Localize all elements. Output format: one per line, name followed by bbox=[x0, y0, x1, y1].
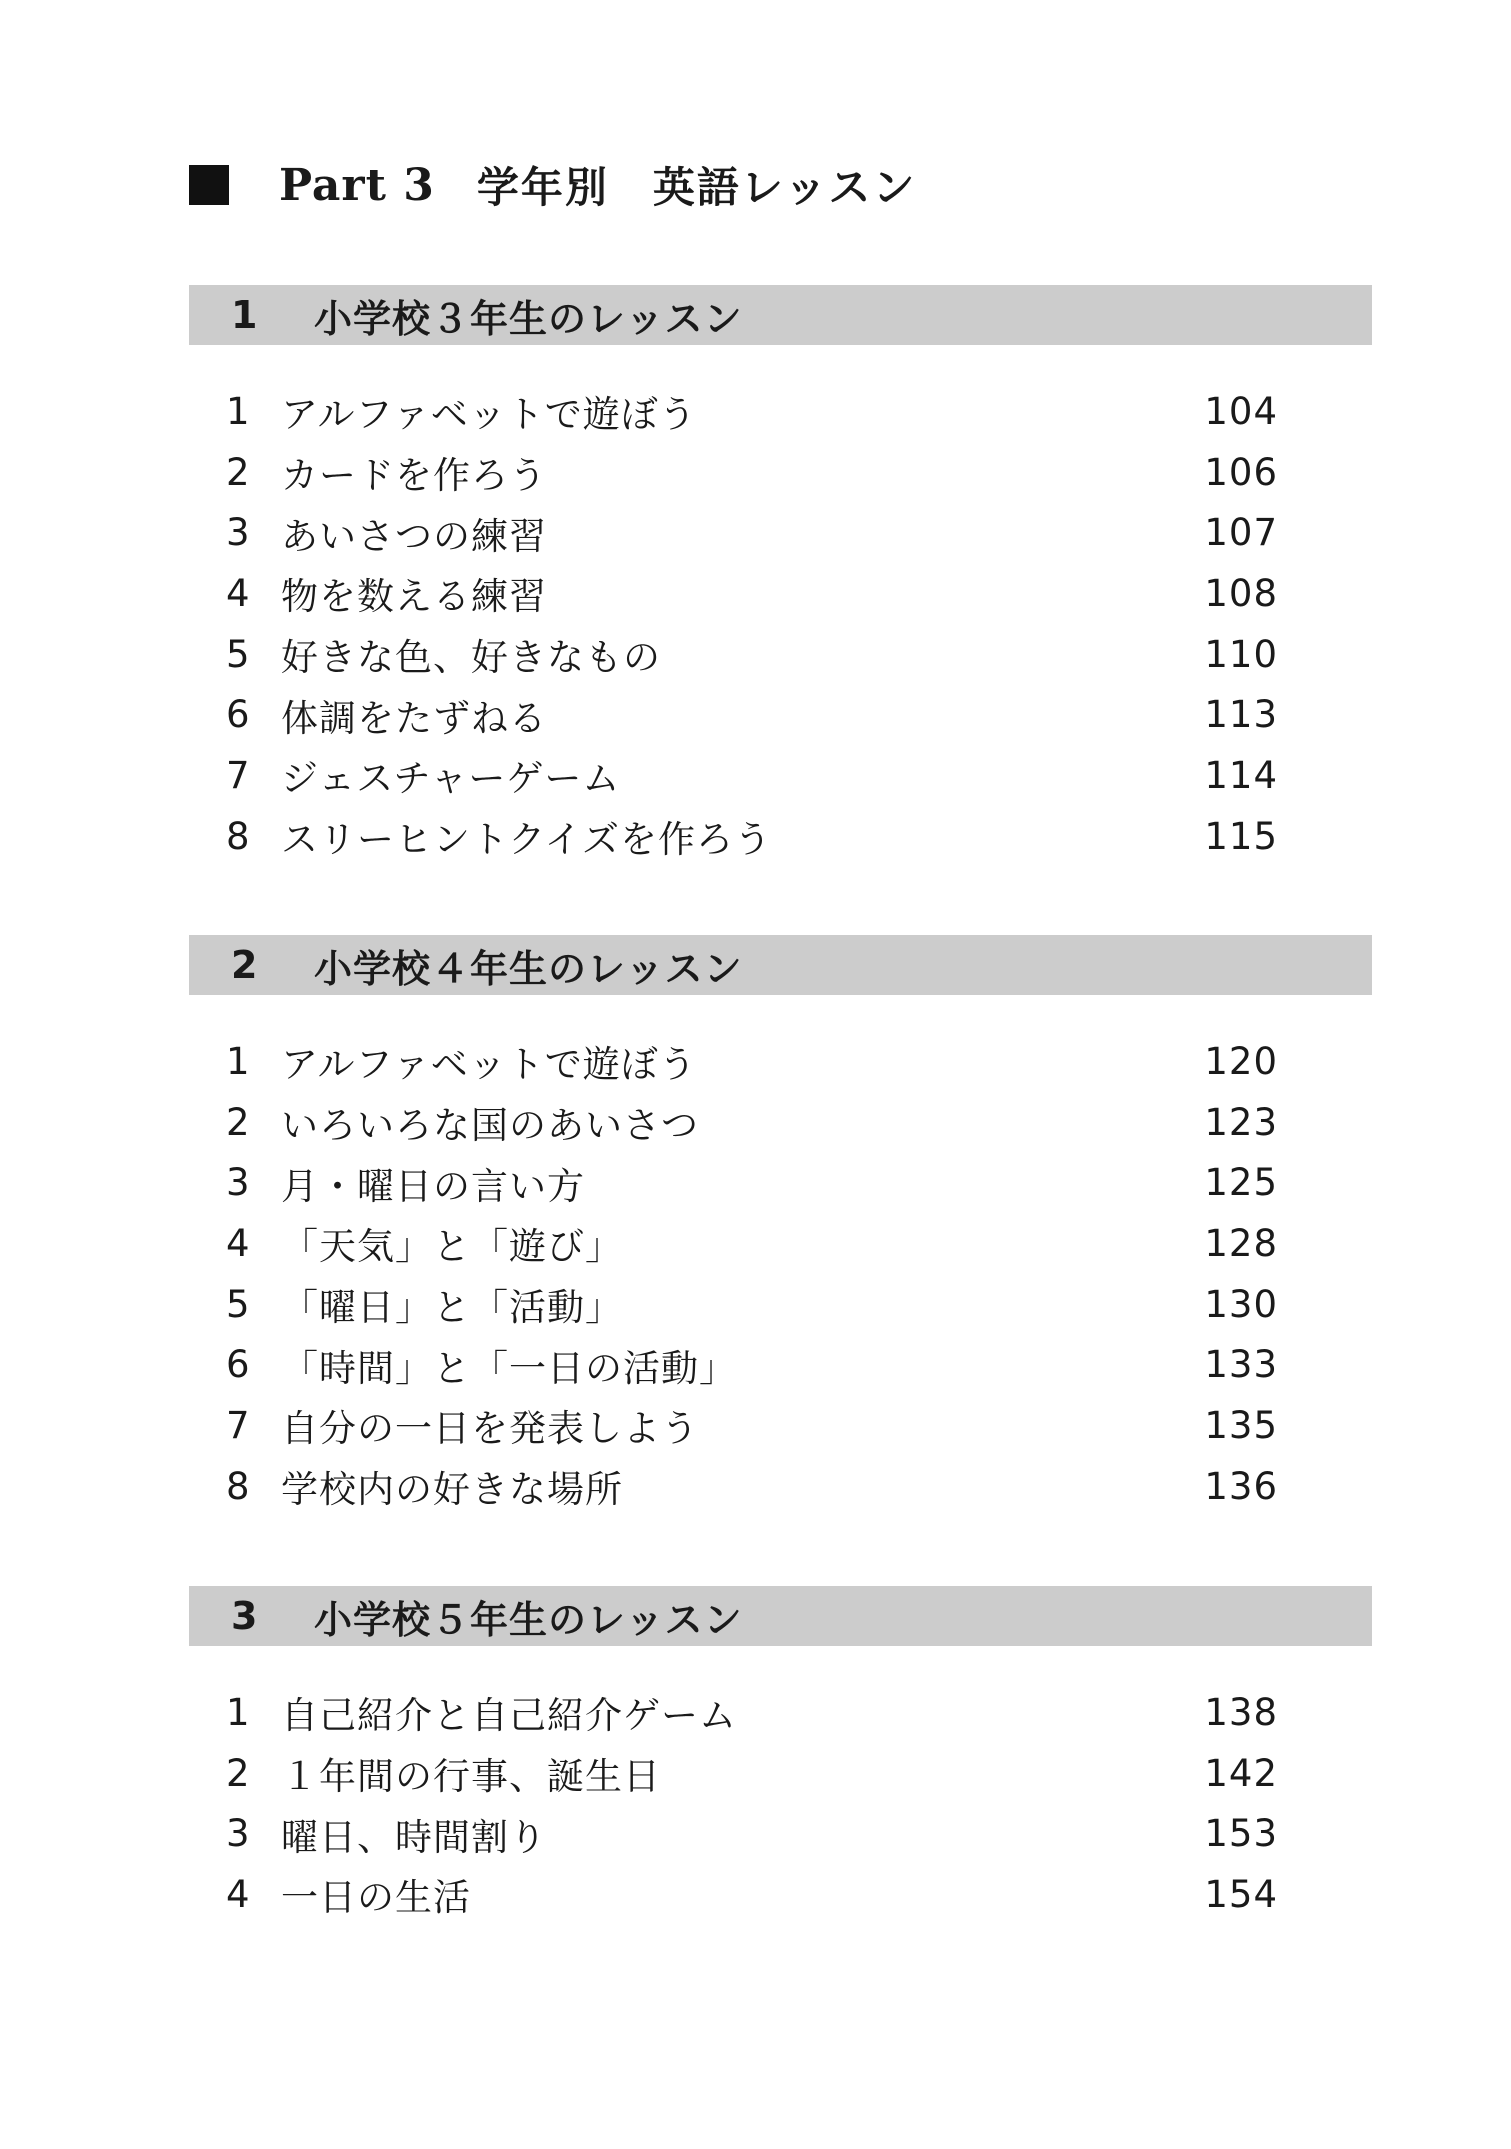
lesson-page: 108 bbox=[1204, 571, 1278, 615]
lesson-title: スリーヒントクイズを作ろう bbox=[281, 818, 773, 862]
lesson-title: 自己紹介と自己紹介ゲーム bbox=[281, 1694, 737, 1738]
lesson-number: 6 bbox=[226, 693, 250, 737]
lesson-title: １年間の行事、誕生日 bbox=[281, 1755, 661, 1799]
lesson-page: 128 bbox=[1204, 1221, 1278, 1265]
lesson-title: 月・曜日の言い方 bbox=[281, 1164, 585, 1208]
lesson-number: 4 bbox=[226, 571, 250, 615]
lesson-item bbox=[189, 1031, 1372, 1092]
lesson-title: ジェスチャーゲーム bbox=[281, 757, 621, 801]
lesson-number: 1 bbox=[226, 1690, 250, 1734]
section-header bbox=[189, 1586, 1372, 1646]
lesson-number: 3 bbox=[226, 1161, 250, 1205]
lesson-number: 2 bbox=[226, 450, 250, 494]
lesson-item bbox=[189, 563, 1372, 624]
lesson-item bbox=[189, 1334, 1372, 1395]
lesson-title: 好きな色、好きなもの bbox=[281, 636, 661, 680]
lesson-item bbox=[189, 1274, 1372, 1335]
lesson-page: 115 bbox=[1204, 814, 1278, 858]
lesson-item bbox=[189, 1092, 1372, 1153]
lesson-title: 物を数える練習 bbox=[281, 575, 547, 619]
lesson-page: 133 bbox=[1204, 1343, 1278, 1387]
section-number: 1 bbox=[231, 293, 258, 337]
section-1 bbox=[189, 285, 1372, 883]
lesson-title: あいさつの練習 bbox=[281, 514, 547, 558]
part-title: 学年別 英語レッスン bbox=[476, 163, 917, 212]
lesson-title: 自分の一日を発表しよう bbox=[281, 1407, 699, 1451]
lesson-title: 学校内の好きな場所 bbox=[281, 1468, 623, 1512]
lesson-list bbox=[189, 1031, 1372, 1517]
lesson-number: 2 bbox=[226, 1751, 250, 1795]
lesson-item bbox=[189, 806, 1372, 867]
section-header bbox=[189, 935, 1372, 995]
lesson-title: 体調をたずねる bbox=[281, 696, 547, 740]
lesson-number: 7 bbox=[226, 753, 250, 797]
lesson-title: アルファベットで遊ぼう bbox=[281, 1043, 697, 1087]
lesson-item bbox=[189, 1803, 1372, 1864]
lesson-page: 104 bbox=[1204, 389, 1278, 433]
lesson-title: いろいろな国のあいさつ bbox=[281, 1104, 699, 1148]
lesson-title: 「時間」と「一日の活動」 bbox=[281, 1346, 737, 1390]
black-square-icon bbox=[189, 165, 229, 205]
part-label: Part 3 bbox=[279, 159, 435, 211]
lesson-item bbox=[189, 1743, 1372, 1804]
lesson-item bbox=[189, 1395, 1372, 1456]
lesson-page: 142 bbox=[1204, 1751, 1278, 1795]
lesson-page: 138 bbox=[1204, 1690, 1278, 1734]
lesson-page: 110 bbox=[1204, 632, 1278, 676]
lesson-page: 130 bbox=[1204, 1282, 1278, 1326]
lesson-number: 3 bbox=[226, 511, 250, 555]
lesson-page: 123 bbox=[1204, 1100, 1278, 1144]
lesson-number: 2 bbox=[226, 1100, 250, 1144]
lesson-title: 曜日、時間割り bbox=[281, 1815, 547, 1859]
section-header bbox=[189, 285, 1372, 345]
lesson-item bbox=[189, 1213, 1372, 1274]
lesson-page: 136 bbox=[1204, 1464, 1278, 1508]
lesson-title: カードを作ろう bbox=[281, 454, 547, 498]
lesson-item bbox=[189, 745, 1372, 806]
lesson-page: 106 bbox=[1204, 450, 1278, 494]
lesson-page: 113 bbox=[1204, 693, 1278, 737]
lesson-title: 「曜日」と「活動」 bbox=[281, 1286, 623, 1330]
lesson-list bbox=[189, 1682, 1372, 1925]
lesson-title: 一日の生活 bbox=[281, 1876, 471, 1920]
lesson-item bbox=[189, 624, 1372, 685]
lesson-number: 8 bbox=[226, 814, 250, 858]
lesson-number: 1 bbox=[226, 389, 250, 433]
lesson-item bbox=[189, 1682, 1372, 1743]
section-number: 2 bbox=[231, 943, 258, 987]
lesson-page: 153 bbox=[1204, 1812, 1278, 1856]
lesson-number: 3 bbox=[226, 1812, 250, 1856]
lesson-item bbox=[189, 1864, 1372, 1925]
section-3 bbox=[189, 1586, 1372, 1941]
lesson-number: 8 bbox=[226, 1464, 250, 1508]
lesson-page: 107 bbox=[1204, 511, 1278, 555]
lesson-number: 6 bbox=[226, 1343, 250, 1387]
lesson-item bbox=[189, 381, 1372, 442]
lesson-item bbox=[189, 684, 1372, 745]
lesson-page: 135 bbox=[1204, 1403, 1278, 1447]
section-2 bbox=[189, 935, 1372, 1533]
lesson-page: 120 bbox=[1204, 1039, 1278, 1083]
section-title: 小学校３年生のレッスン bbox=[314, 296, 743, 341]
section-number: 3 bbox=[231, 1594, 258, 1638]
section-title: 小学校５年生のレッスン bbox=[314, 1597, 743, 1642]
lesson-number: 1 bbox=[226, 1039, 250, 1083]
lesson-page: 114 bbox=[1204, 753, 1278, 797]
lesson-item bbox=[189, 1152, 1372, 1213]
lesson-item bbox=[189, 502, 1372, 563]
lesson-number: 4 bbox=[226, 1221, 250, 1265]
section-title: 小学校４年生のレッスン bbox=[314, 946, 743, 991]
lesson-title: 「天気」と「遊び」 bbox=[281, 1225, 623, 1269]
lesson-list bbox=[189, 381, 1372, 867]
part-heading bbox=[189, 150, 916, 220]
lesson-number: 4 bbox=[226, 1872, 250, 1916]
lesson-page: 125 bbox=[1204, 1161, 1278, 1205]
lesson-page: 154 bbox=[1204, 1872, 1278, 1916]
lesson-item bbox=[189, 442, 1372, 503]
lesson-number: 5 bbox=[226, 632, 250, 676]
lesson-number: 5 bbox=[226, 1282, 250, 1326]
lesson-number: 7 bbox=[226, 1403, 250, 1447]
lesson-title: アルファベットで遊ぼう bbox=[281, 393, 697, 437]
lesson-item bbox=[189, 1456, 1372, 1517]
